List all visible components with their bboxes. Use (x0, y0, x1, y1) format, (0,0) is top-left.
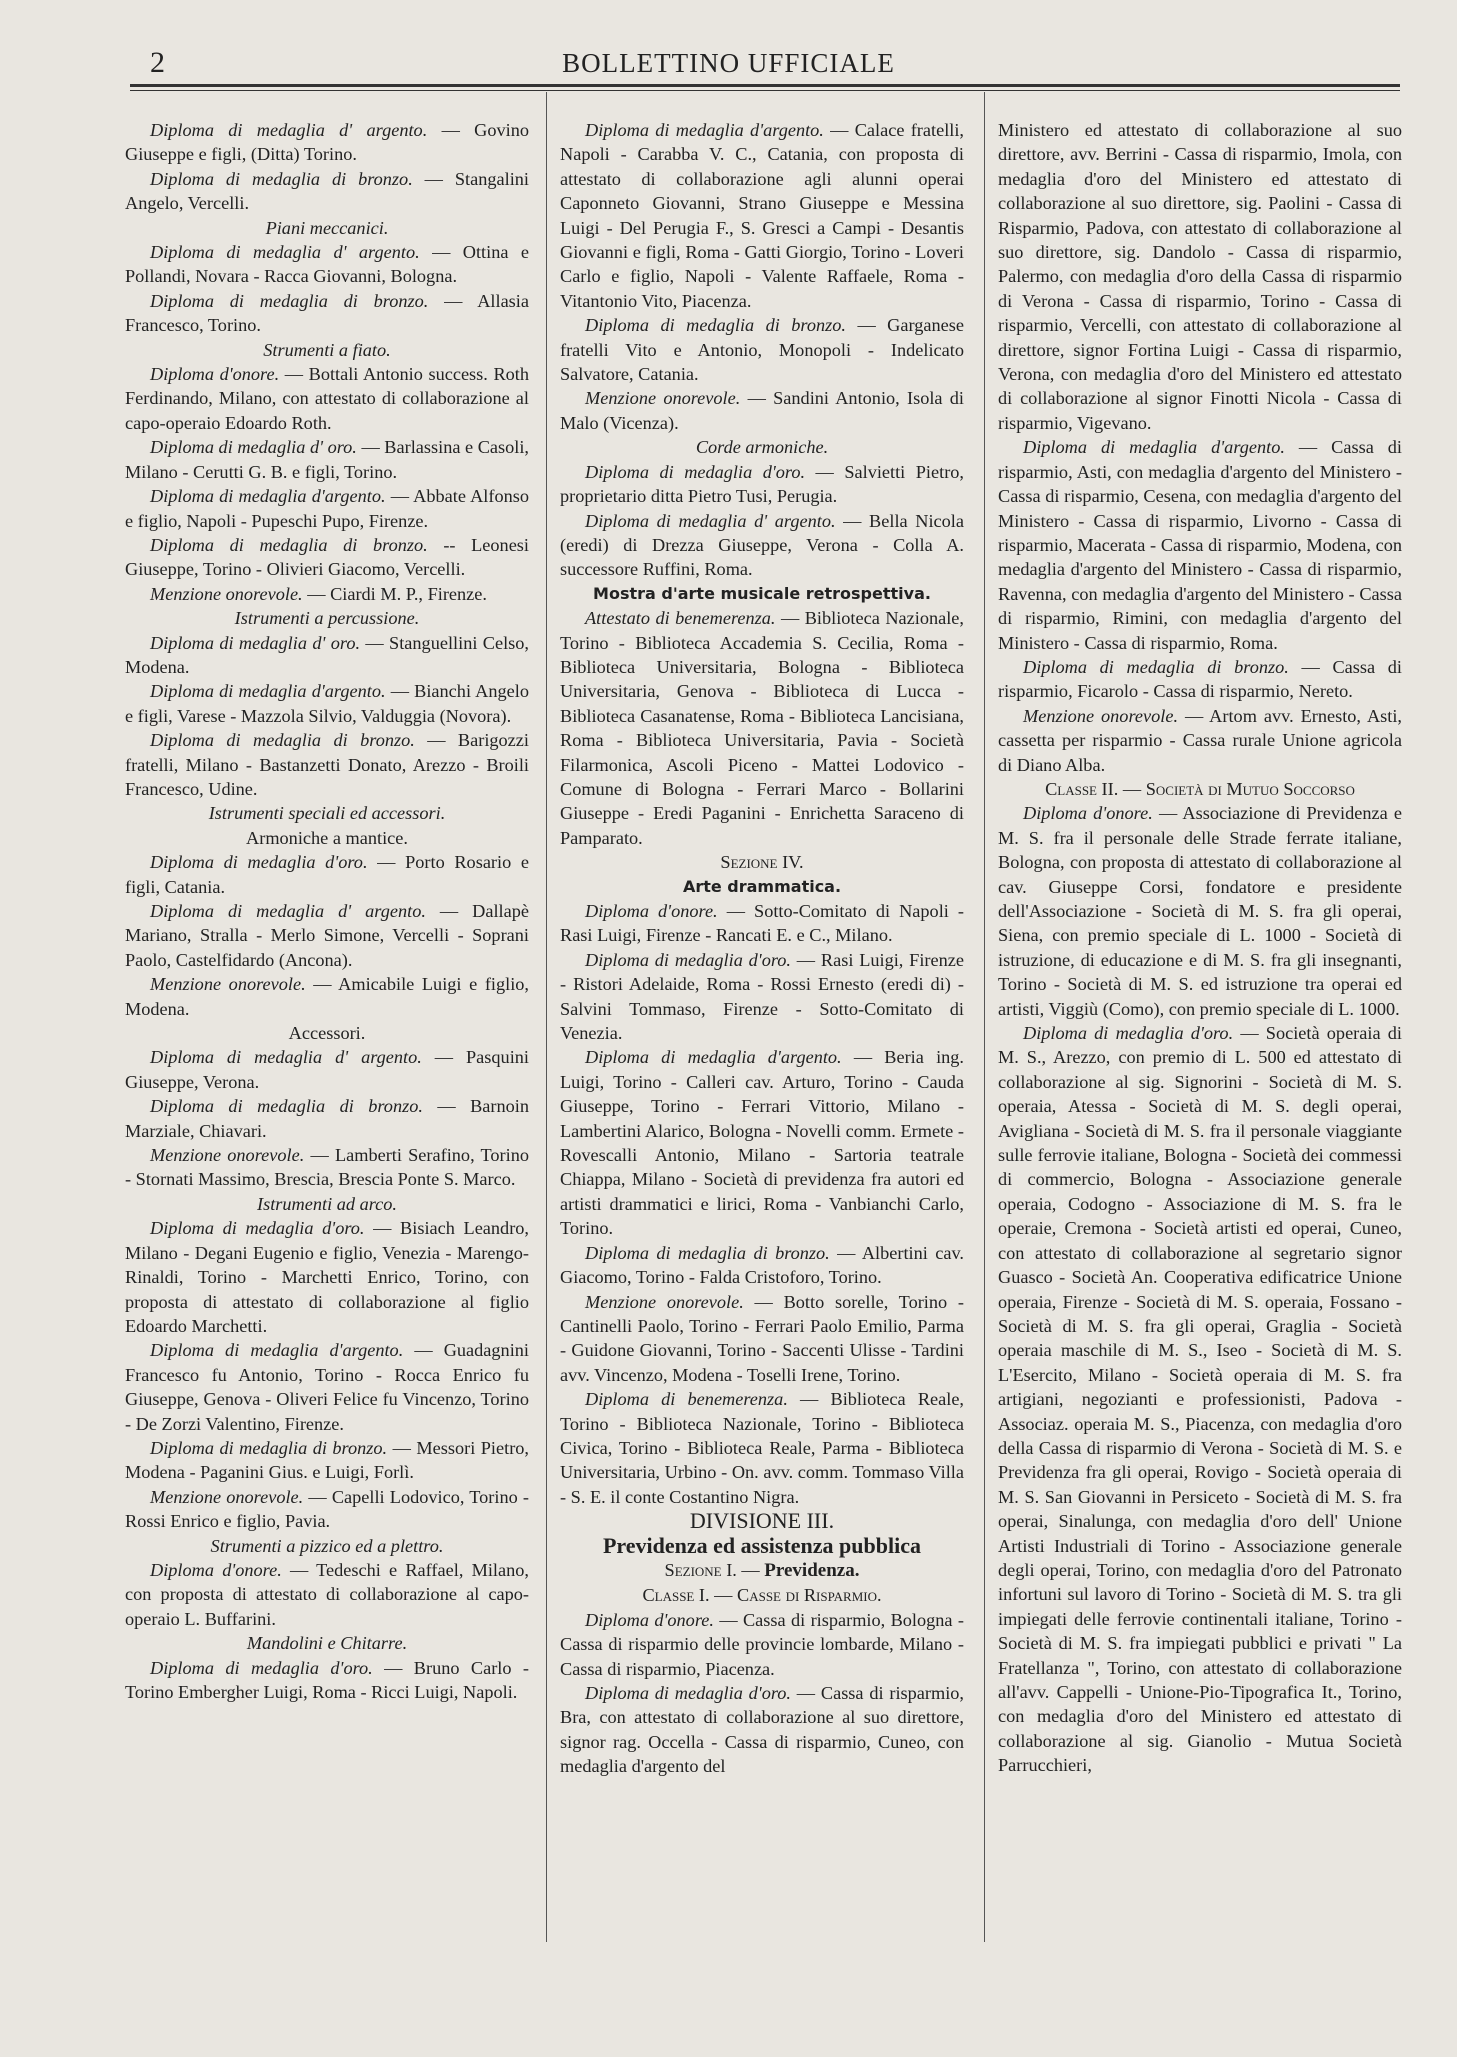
division-title: Previdenza ed assistenza pubblica (602, 1532, 921, 1558)
class-heading: Classe II. — Società di Mutuo Soccorso (1045, 778, 1355, 799)
section-title: Arte drammatica. (682, 876, 842, 896)
entry: Diploma di medaglia d'oro. — Porto Rosario e figli, Catania. (125, 852, 529, 897)
entry: Menzione onorevole. — Capelli Lodovico, Torino - Rossi Enrico e figlio, Pavia. (125, 1486, 529, 1532)
subheading: Piani meccanici. (265, 217, 389, 238)
page-number: 2 (150, 46, 165, 79)
entry: Diploma d'onore. — Sotto-Comitato di Napoli - Rasi Luigi, Firenze - Rancati E. e C., Milano. (560, 901, 964, 946)
column-3 (998, 118, 1402, 1778)
division-heading: DIVISIONE III. (689, 1508, 835, 1534)
subheading: Mandolini e Chitarre. (246, 1633, 408, 1654)
entry: Diploma di medaglia d' argento. — Govino Giuseppe e figli, (Ditta) Torino. (125, 120, 529, 165)
entry: Attestato di benemerenza. — Biblioteca Nazionale, Torino - Biblioteca Accademia S. Cecilia, Roma - Biblioteca Universitaria, Bologna - Biblioteca Universitaria, Genova - Biblioteca di Lucca - Biblioteca Casanatense, Roma - Biblioteca Lancisiana, Roma - Biblioteca Universitaria, Pavia - Società Filarmonica, Ascoli Piceno - Mattei Lodovico - Comune di Bologna - Ferrari Marco - Bollarini Giuseppe - Eredi Paganini - Enrichetta Saraceno di Pamparato. (560, 608, 964, 848)
running-title: BOLLETTINO UFFICIALE (562, 48, 895, 78)
subheading: Strumenti a fiato. (263, 339, 391, 360)
subheading: Mostra d'arte musicale retrospettiva. (593, 583, 931, 603)
subheading: Armoniche a mantice. (246, 827, 408, 848)
entry: Diploma di medaglia d'argento. — Guadagnini Francesco fu Antonio, Torino - Rocca Enrico fu Giuseppe, Genova - Oliveri Felice fu Vincenzo, Torino - De Zorzi Valentino, Firenze. (125, 1340, 529, 1434)
entry: Diploma di medaglia d'oro. — Bruno Carlo - Torino Embergher Luigi, Roma - Ricci Luigi, Napoli. (125, 1657, 529, 1702)
entry: Diploma di medaglia d'argento. — Calace fratelli, Napoli - Carabba V. C., Catania, con proposta di attestato di collaborazione agli alunni operai Caponneto Giovanni, Strano Giuseppe e Messina Luigi - Del Perugia F., S. Gresci a Campi - Desantis Giovanni e figli, Roma - Gatti Giorgio, Torino - Loveri Carlo e figlio, Napoli - Valente Raffaele, Roma - Vitantonio Vito, Piacenza. (560, 120, 964, 311)
subheading: Accessori. (288, 1023, 366, 1044)
entry: Diploma di medaglia di bronzo. — Allasia Francesco, Torino. (125, 290, 529, 336)
entry: Diploma di benemerenza. — Biblioteca Reale, Torino - Biblioteca Nazionale, Torino - Biblioteca Civica, Torino - Biblioteca Reale, Parma - Biblioteca Universitaria, Urbino - On. avv. comm. Tommaso Villa - S. E. il conte Costantino Nigra. (560, 1389, 964, 1507)
entry: Diploma di medaglia di bronzo. — Garganese fratelli Vito e Antonio, Monopoli - Indelicato Salvatore, Catania. (560, 315, 964, 385)
entry: Diploma di medaglia di bronzo. — Messori Pietro, Modena - Paganini Gius. e Luigi, Forlì. (125, 1437, 529, 1483)
class-heading: Classe I. — Casse di Risparmio. (642, 1585, 882, 1606)
entry: Diploma di medaglia d' oro. — Stanguellini Celso, Modena. (125, 632, 529, 677)
entry: Diploma di medaglia d'oro. — Bisiach Leandro, Milano - Degani Eugenio e figlio, Venezia - Marengo-Rinaldi, Torino - Marchetti Enrico, Torino, con proposta di attestato di collaborazione al figlio Edoardo Marchetti. (125, 1218, 529, 1336)
entry: Diploma di medaglia d'argento. — Beria ing. Luigi, Torino - Calleri cav. Arturo, Torino - Cauda Giuseppe, Torino - Ferrari Vittorio, Milano - Lambertini Alarico, Bologna - Novelli comm. Ermete - Rovescalli Antonio, Milano - Sartoria teatrale Chiappa, Milano - Società di previdenza fra autori ed artisti drammatici e lirici, Roma - Vanbianchi Carlo, Torino. (560, 1047, 964, 1239)
entry: Diploma di medaglia di bronzo. — Barigozzi fratelli, Milano - Bastanzetti Donato, Arezzo - Broili Francesco, Udine. (125, 730, 529, 799)
entry: Menzione onorevole. — Ciardi M. P., Firenze. (150, 583, 487, 604)
entry: Diploma di medaglia di bronzo. — Cassa di risparmio, Ficarolo - Cassa di risparmio, Nereto. (998, 656, 1402, 702)
entry: Menzione onorevole. — Amicabile Luigi e figlio, Modena. (125, 974, 529, 1019)
column-divider-1 (546, 92, 547, 1942)
section-heading: Sezione I. — Previdenza. (664, 1559, 860, 1581)
entry: Ministero ed attestato di collaborazione al suo direttore, avv. Berrini - Cassa di risparmio, Imola, con medaglia d'oro del Ministero ed attestato di collaborazione al suo direttore, sig. Paolini - Cassa di Risparmio, Padova, con attestato di collaborazione al suo direttore, sig. Dandolo - Cassa di risparmio, Palermo, con medaglia d'oro della Cassa di risparmio di Verona - Cassa di risparmio, Torino - Cassa di risparmio, Vercelli, con attestato di collaborazione al direttore, signor Fortina Luigi - Cassa di risparmio, Verona, con medaglia d'oro del Ministero ed attestato di collaborazione al signor Finotti Nicola - Cassa di risparmio, Vigevano. (998, 120, 1402, 433)
entry: Diploma d'onore. — Associazione di Previdenza e M. S. fra il personale delle Strade ferrate italiane, Bologna, con proposta di attestato di collaborazione al cav. Giuseppe Corsi, fondatore e presidente dell'Associazione - Società di M. S. fra gli operai, Siena, con premio speciale di L. 1000 - Società di istruzione, di educazione e di M. S. fra gli insegnanti, Torino - Società di M. S. ed istruzione tra operai ed artisti, Viggiù (Como), con premio speciale di L. 1000. (998, 803, 1402, 1019)
entry: Diploma di medaglia d'oro. — Rasi Luigi, Firenze - Ristori Adelaide, Roma - Rossi Ernesto (eredi di) - Salvini Tommaso, Firenze - Sotto-Comitato di Venezia. (560, 949, 964, 1044)
entry: Diploma di medaglia d' argento. — Dallapè Mariano, Stralla - Merlo Simone, Vercelli - Soprani Paolo, Castelfidardo (Ancona). (125, 901, 529, 970)
entry: Diploma d'onore. — Tedeschi e Raffael, Milano, con proposta di attestato di collaborazione al capo-operaio L. Buffarini. (125, 1559, 529, 1629)
header-rule-thin (130, 90, 1400, 91)
section-heading: Sezione IV. (720, 852, 804, 873)
entry: Menzione onorevole. — Sandini Antonio, Isola di Malo (Vicenza). (560, 388, 964, 433)
subheading: Corde armoniche. (695, 437, 829, 458)
entry: Menzione onorevole. — Artom avv. Ernesto, Asti, cassetta per risparmio - Cassa rurale Unione agricola di Diano Alba. (998, 705, 1402, 775)
entry: Diploma di medaglia di bronzo. — Albertini cav. Giacomo, Torino - Falda Cristoforo, Torino. (560, 1242, 964, 1288)
entry: Menzione onorevole. — Botto sorelle, Torino - Cantinelli Paolo, Torino - Ferrari Paolo Emilio, Parma - Guidone Giovanni, Torino - Saccenti Ulisse - Tardini avv. Vincenzo, Modena - Toselli Irene, Torino. (560, 1291, 964, 1385)
entry: Diploma di medaglia d'argento. — Abbate Alfonso e figlio, Napoli - Pupeschi Pupo, Firenze. (125, 486, 529, 531)
entry: Diploma di medaglia d' argento. — Ottina e Pollandi, Novara - Racca Giovanni, Bologna. (125, 242, 529, 287)
entry: Diploma di medaglia d'oro. — Cassa di risparmio, Bra, con attestato di collaborazione al suo direttore, signor rag. Occella - Cassa di risparmio, Cuneo, con medaglia d'argento del (560, 1683, 964, 1777)
entry: Diploma di medaglia d'argento. — Bianchi Angelo e figli, Varese - Mazzola Silvio, Valduggia (Novora). (125, 681, 529, 726)
header-rule-thick (130, 84, 1400, 87)
entry: Diploma di medaglia d'argento. — Cassa di risparmio, Asti, con medaglia d'argento del Ministero - Cassa di risparmio, Cesena, con medaglia d'argento del Ministero - Cassa di risparmio, Livorno - Cassa di risparmio, Macerata - Cassa di risparmio, Modena, con medaglia d'argento del Ministero - Cassa di risparmio, Ravenna, con medaglia d'argento del Ministero - Cassa di risparmio, Rimini, con medaglia d'argento del Ministero - Cassa di risparmio, Roma. (998, 437, 1402, 653)
entry: Diploma di medaglia d' argento. — Bella Nicola (eredi) di Drezza Giuseppe, Verona - Colla A. successore Ruffini, Roma. (560, 510, 964, 580)
entry: Diploma d'onore. — Bottali Antonio success. Roth Ferdinando, Milano, con attestato di collaborazione al capo-operaio Edoardo Roth. (125, 364, 529, 433)
column-1 (125, 118, 529, 1704)
entry: Diploma di medaglia di bronzo. — Barnoin Marziale, Chiavari. (125, 1096, 529, 1141)
column-divider-2 (984, 92, 985, 1942)
subheading: Strumenti a pizzico ed a plettro. (210, 1535, 444, 1556)
entry: Diploma di medaglia d' argento. — Pasquini Giuseppe, Verona. (125, 1047, 529, 1092)
entry: Menzione onorevole. — Lamberti Serafino, Torino - Stornati Massimo, Brescia, Brescia Ponte S. Marco. (125, 1145, 529, 1190)
subheading: Istrumenti a percussione. (234, 608, 420, 629)
entry: Diploma di medaglia d'oro. — Società operaia di M. S., Arezzo, con premio di L. 500 ed attestato di collaborazione al sig. Signorini - Società di M. S. operaia, Atessa - Società di M. S. degli operai, Avigliana - Società di M. S. fra il personale viaggiante sulle ferrovie italiane, Bologna - Società dei commessi di commercio, Bologna - Associazione generale operaia, Codogno - Associazione di M. S. fra le operaie, Cremona - Società artisti ed operai, Cuneo, con attestato di collaborazione al segretario signor Guasco - Società An. Cooperativa edificatrice Unione operaia, Firenze - Società di M. S. operaia, Fossano - Società di M. S. fra gli operai, Graglia - Società operaia maschile di M. S., Iseo - Società di M. S. L'Esercito, Milano - Società operaia di M. S. fra artigiani, negozianti e professionisti, Padova - Associaz. operaia M. S., Piacenza, con medaglia d'oro della Cassa di risparmio di Verona - Società di M. S. e Previdenza fra gli operai, Rovigo - Società operaia di M. S. San Giovanni in Persiceto - Società di M. S. fra operai, Sinalunga, con medaglia d'oro dell' Unione Artisti Industriali di Torino - Associazione generale degli operai, Torino, con medaglia d'oro del Patronato infortuni sul lavoro di Torino - Società di M. S. tra gli impiegati delle ferrovie continentali italiane, Torino - Società di M. S. fra impiegati pubblici e privati " La Fratellanza ", Torino, con attestato di collaborazione all'avv. Cappelli - Unione-Pio-Tipografica It., Torino, con medaglia d'oro del Ministero ed attestato di collaborazione al sig. Gianolio - Mutua Società Parrucchieri, (998, 1023, 1402, 1776)
entry: Diploma di medaglia di bronzo. — Stangalini Angelo, Vercelli. (125, 168, 529, 214)
subheading: Istrumenti speciali ed accessori. (208, 803, 446, 824)
entry: Diploma di medaglia d'oro. — Salvietti Pietro, proprietario ditta Pietro Tusi, Perugia. (560, 461, 964, 507)
entry: Diploma di medaglia di bronzo. -- Leonesi Giuseppe, Torino - Olivieri Giacomo, Vercelli. (125, 534, 529, 580)
subheading: Istrumenti ad arco. (257, 1193, 397, 1214)
column-2 (560, 118, 964, 1779)
entry: Diploma d'onore. — Cassa di risparmio, Bologna - Cassa di risparmio delle provincie lombarde, Milano - Cassa di risparmio, Piacenza. (560, 1609, 964, 1679)
entry: Diploma di medaglia d' oro. — Barlassina e Casoli, Milano - Cerutti G. B. e figli, Torino. (125, 437, 529, 482)
